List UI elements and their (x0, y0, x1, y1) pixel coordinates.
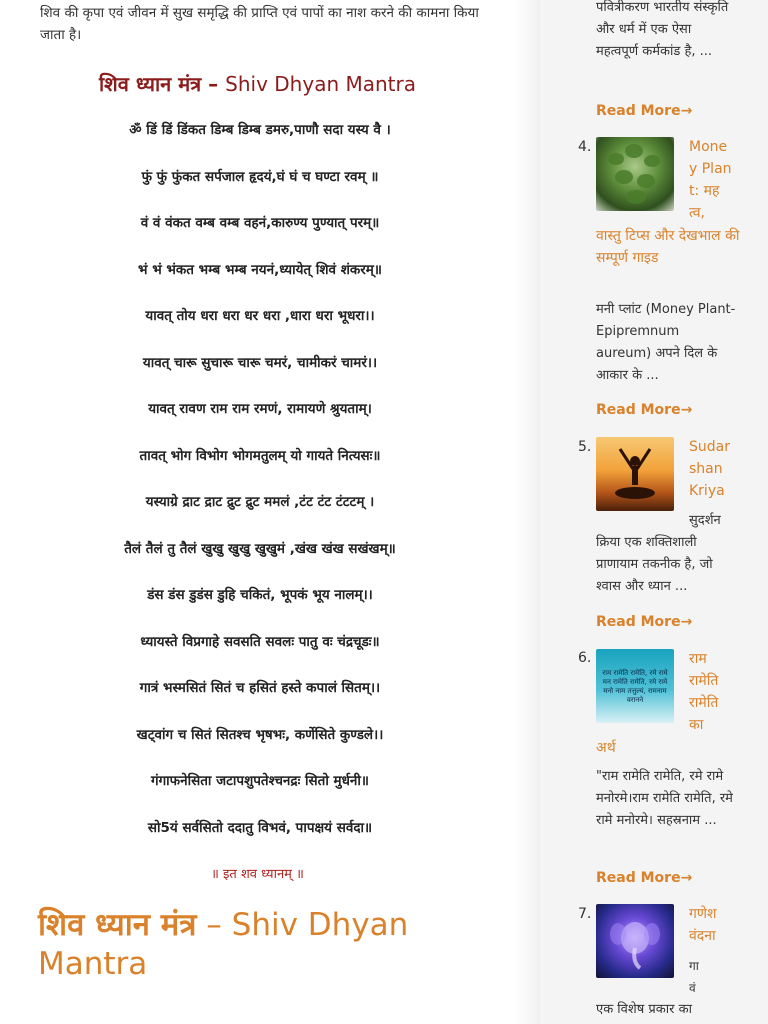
section-title-hindi: शिव ध्यान मंत्र (98, 72, 202, 96)
read-more-link[interactable]: Read More→ (596, 614, 693, 630)
mantra-line: ॐ डिं डिं डिंकत डिम्ब डिम्ब डमरु,पाणौ सदा यस्य वै । (129, 122, 391, 138)
post-title-ganesh-vandana[interactable]: गणेश वंदना (689, 906, 717, 944)
sidebar-recent-posts (540, 0, 768, 1024)
mantra-line: ध्यायस्ते विप्रगाहे सवसति सवलः पातु वः चंद्रचूडः॥ (140, 633, 380, 650)
mantra-line: तैलं तैलं तु तैलं खुखु खुखु खुखुमं ,खंख खंख सखंखम्॥ (124, 540, 396, 557)
post-title-ram-rameti[interactable]: राम रामेति रामेति का (689, 651, 719, 733)
mantra-line: यावत् चारू सुचारू चारू चमरं, चामीकरं चामरं।। (142, 354, 378, 371)
big-heading (38, 906, 498, 984)
section-title-dash: – (201, 72, 226, 96)
post-excerpt: मनी प्लांट (Money Plant- Epipremnum aureum) अपने दिल के आकार के ... (596, 302, 736, 383)
post-number: 5. (578, 439, 592, 455)
post-excerpt: सुदर्शन क्रिया एक शक्तिशाली प्राणायाम तकनीक है, जो श्वास और ध्यान ... (596, 513, 721, 594)
ganesh-vandana-thumbnail[interactable] (596, 904, 674, 978)
money-plant-icon (596, 137, 674, 211)
mantra-line: भं भं भंकत भम्ब भम्ब नयनं,ध्यायेत् शिवं शंकरम्॥ (138, 261, 382, 278)
section-title-english: Shiv Dhyan Mantra (225, 72, 416, 96)
mantra-line: तावत् भोग विभोग भोगमतुलम् यो गायते नित्यसः॥ (139, 447, 381, 464)
post-title-fragment: गा (689, 959, 699, 973)
money-plant-thumbnail[interactable] (596, 137, 674, 211)
read-more-link[interactable]: Read More→ (596, 870, 693, 886)
mantra-line: यावत् रावण राम राम रमणं, रामायणे श्रुयताम्। (148, 401, 372, 417)
top-excerpt: पवित्रीकरण भारतीय संस्कृति और धर्म में एक ऐसा महत्वपूर्ण कर्मकांड है, ... (596, 0, 729, 59)
mantra-line: यस्याग्रे द्राट द्राट द्रुट द्रुट ममलं ,टंट टंट टंटटम् । (145, 494, 375, 510)
sudarshan-kriya-thumbnail[interactable] (596, 437, 674, 511)
section-title (0, 70, 515, 97)
post-number: 7. (578, 906, 592, 922)
post-number: 6. (578, 650, 592, 666)
ram-rameti-thumbnail[interactable] (596, 649, 674, 723)
mantra-line: डंस डंस डुडंस डुहि चकितं, भूपकं भूय नालम्।। (147, 587, 373, 603)
ganesha-icon (596, 904, 674, 978)
post-title-money-plant[interactable]: Money Plant: महत्व, (689, 139, 732, 221)
post-excerpt: "राम रामेति रामेति, रमे रामे मनोरमे।राम रामेति रामेति, रमे रामे मनोरमे। सहस्रनाम ... (596, 769, 733, 828)
mantra-line: फुं फुं फुंकत सर्पजाल हृदयं,घं घं च घण्टा रवम् ॥ (141, 168, 379, 185)
big-heading-rest: – Shiv Dhyan Mantra (38, 907, 409, 982)
post-excerpt: एक विशेष प्रकार का (596, 1002, 692, 1017)
mantra-line: वं वं वंकत वम्ब वम्ब वहनं,कारुण्य पुण्यात् परम्॥ (140, 215, 380, 231)
meditation-silhouette-icon (596, 437, 674, 511)
mantra-line: गंगाफनेसिता जटापशुपतेश्चनद्रः सितो मुर्धनी॥ (150, 773, 369, 789)
sidebar-shadow (515, 0, 540, 1024)
intro-paragraph: शिव की कृपा एवं जीवन में सुख समृद्धि की प्राप्ति एवं पापों का नाश करने की कामना किया जाता है। (40, 5, 479, 43)
big-heading-hindi: शिव ध्यान मंत्र (38, 907, 197, 943)
closing-line: ॥ इत शव ध्यानम् ॥ (211, 867, 304, 882)
mantra-line: खट्वांग च सितं सितश्च भृषभः, कर्णेसिते कुण्डले।। (136, 726, 384, 743)
post-title-ram-rameti-continued[interactable]: अर्थ (596, 740, 616, 756)
mantra-line: गात्रं भस्मसितं सितं च हसितं हस्ते कपालं सितम्।। (139, 680, 381, 696)
mantra-line: सो5यं सर्वसितो ददातु विभवं, पापक्षयं सर्वदा॥ (147, 819, 373, 836)
post-title-sudarshan-kriya[interactable]: Sudarshan Kriya (689, 439, 730, 499)
thumbnail-caption: राम रामेति रामेति, रमे रामे मन रामेति रामेति, रमे रामे मनो नाम तत्तुल्यं, रामनाम वरानने (602, 669, 668, 704)
mantra-line: यावत् तोय धरा धरा धर धरा ,धारा धरा भूधरा।। (145, 308, 375, 324)
read-more-link[interactable]: Read More→ (596, 402, 693, 418)
post-number: 4. (578, 139, 592, 155)
post-title-money-plant-continued[interactable]: वास्तु टिप्स और देखभाल की सम्पूर्ण गाइड (596, 228, 740, 266)
post-title-fragment: वं (689, 981, 696, 995)
read-more-link[interactable]: Read More→ (596, 103, 693, 119)
